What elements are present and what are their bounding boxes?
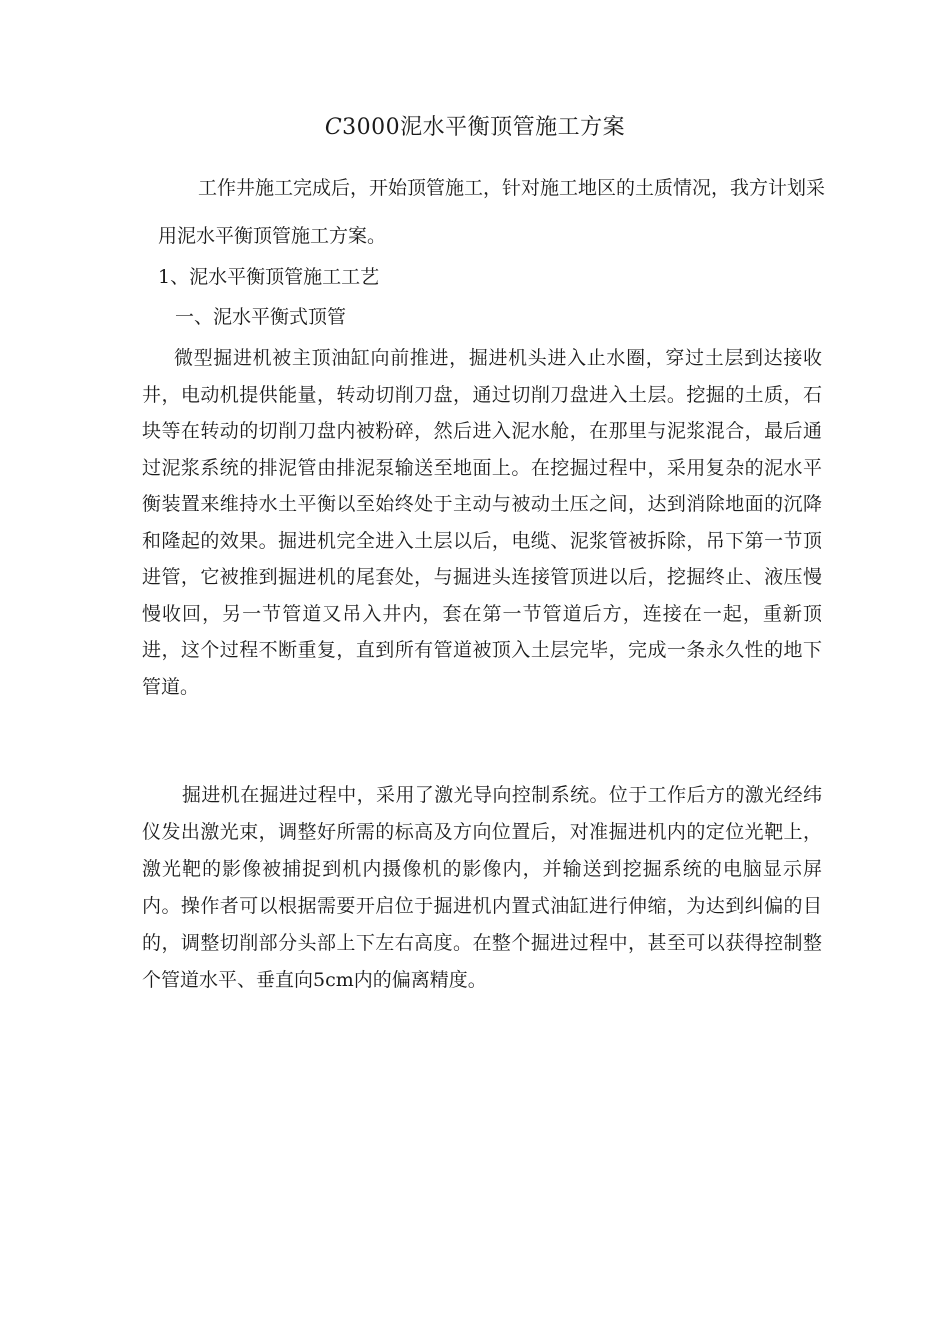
intro-paragraph: 工作井施工完成后，开始顶管施工，针对施工地区的土质情况，我方计划采用泥水平衡顶管施工方案。 — [158, 177, 826, 247]
body-paragraph-2: 掘进机在掘进过程中，采用了激光导向控制系统。位于工作后方的激光经纬仪发出激光束，调整好所需的标高及方向位置后，对准掘进机内的定位光靶上，激光靶的影像被捕捉到机内摄像机的影像内，并输送到挖掘系统的电脑显示屏内。操作者可以根据需要开启位于掘进机内置式油缸进行伸缩，为达到纠偏的目的，调整切削部分头部上下左右高度。在整个掘进过程中，甚至可以获得控制整个管道水平、垂直向5cm内的偏离精度。 — [142, 784, 822, 991]
document-title — [0, 112, 950, 144]
body-paragraph-1: 微型掘进机被主顶油缸向前推进，掘进机头进入止水圈，穿过土层到达接收井，电动机提供能量，转动切削刀盘，通过切削刀盘进入土层。挖掘的土质，石块等在转动的切削刀盘内被粉碎，然后进入泥水舱，在那里与泥浆混合，最后通过泥浆系统的排泥管由排泥泵输送至地面上。在挖掘过程中，采用复杂的泥水平衡装置来维持水土平衡以至始终处于主动与被动土压之间，达到消除地面的沉降和隆起的效果。掘进机完全进入土层以后，电缆、泥浆管被拆除，吊下第一节顶进管，它被推到掘进机的尾套处，与掘进头连接管顶进以后，挖掘终止、液压慢慢收回，另一节管道又吊入井内，套在第一节管道后方，连接在一起，重新顶进，这个过程不断重复，直到所有管道被顶入土层完毕，完成一条永久性的地下管道。 — [142, 347, 822, 698]
title-text: 3000泥水平衡顶管施工方案 — [342, 115, 626, 140]
subsection-heading: 一、泥水平衡式顶管 — [175, 306, 347, 328]
section-heading: 1、泥水平衡顶管施工工艺 — [158, 266, 380, 288]
title-prefix: C — [324, 115, 343, 140]
